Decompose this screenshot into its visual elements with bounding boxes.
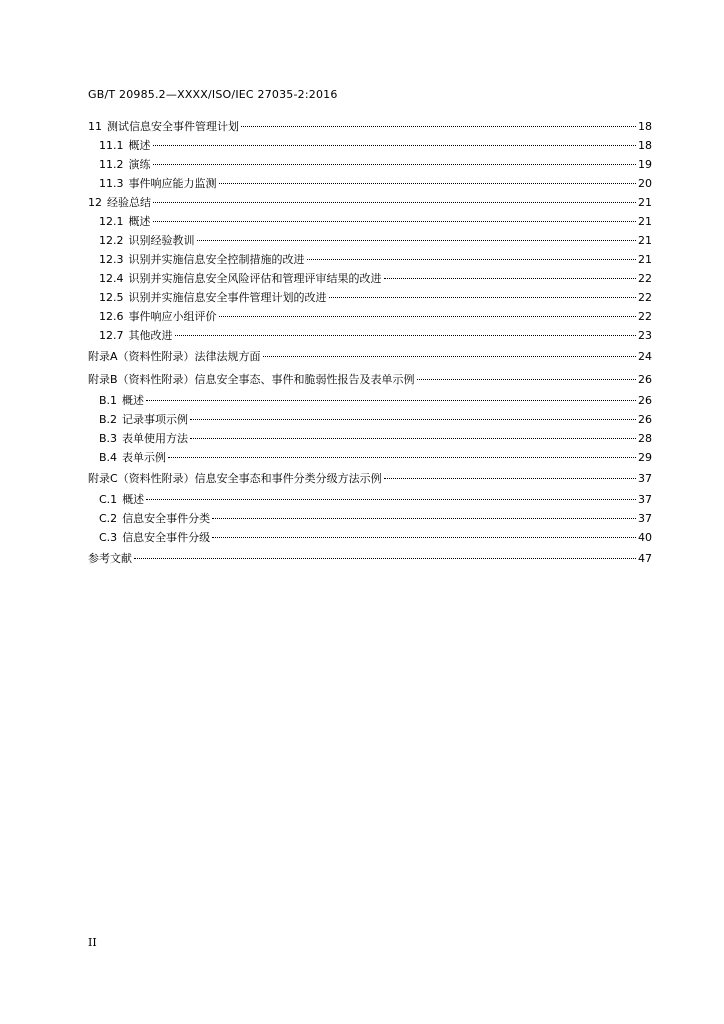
toc-dot-leader [384, 478, 636, 479]
toc-dot-leader [190, 419, 636, 420]
toc-entry-number: B.1 [99, 394, 118, 407]
toc-entry-number: 11.2 [99, 158, 124, 171]
toc-entry-title: 表单示例 [122, 451, 167, 464]
toc-entry[interactable] [88, 231, 652, 250]
toc-entry-number: 11.1 [99, 139, 124, 152]
toc-entry-page: 40 [638, 531, 652, 544]
toc-entry-page: 20 [638, 177, 652, 190]
toc-entry[interactable] [88, 345, 652, 368]
toc-entry[interactable] [88, 269, 652, 288]
toc-entry-title: 概述 [122, 394, 145, 407]
toc-entry-title: 附录B（资料性附录）信息安全事态、事件和脆弱性报告及表单示例 [88, 373, 415, 386]
toc-dot-leader [307, 259, 637, 260]
document-header: GB/T 20985.2—XXXX/ISO/IEC 27035-2:2016 [88, 88, 338, 101]
toc-entry[interactable] [88, 448, 652, 467]
toc-entry[interactable] [88, 193, 652, 212]
toc-entry-title: 经验总结 [107, 196, 151, 209]
toc-entry-label [99, 326, 173, 345]
toc-dot-leader [146, 400, 636, 401]
toc-entry-page: 23 [638, 329, 652, 342]
toc-entry-title: 识别并实施信息安全事件管理计划的改进 [128, 291, 327, 304]
table-of-contents [88, 117, 652, 570]
toc-entry-page: 26 [638, 413, 652, 426]
toc-entry[interactable] [88, 117, 652, 136]
toc-entry-label [99, 410, 188, 429]
toc-entry[interactable] [88, 410, 652, 429]
toc-dot-leader [197, 240, 637, 241]
toc-entry-number: 12.2 [99, 234, 124, 247]
toc-entry-title: 附录C（资料性附录）信息安全事态和事件分类分级方法示例 [88, 472, 382, 485]
toc-entry-title: 事件响应能力监测 [128, 177, 217, 190]
toc-dot-leader [212, 518, 636, 519]
toc-entry-title: 识别并实施信息安全控制措施的改进 [128, 253, 305, 266]
toc-dot-leader [134, 558, 636, 559]
toc-entry-page: 22 [638, 291, 652, 304]
page-number: II [88, 936, 97, 949]
toc-entry-label [99, 269, 382, 288]
toc-entry-page: 18 [638, 120, 652, 133]
toc-entry-page: 24 [638, 350, 652, 363]
toc-entry-label [99, 231, 195, 250]
toc-entry[interactable] [88, 391, 652, 410]
toc-entry-title: 概述 [128, 215, 151, 228]
toc-entry-page: 22 [638, 272, 652, 285]
toc-entry-label [99, 448, 166, 467]
toc-entry-label [99, 155, 151, 174]
toc-entry-title: 概述 [122, 493, 145, 506]
toc-entry-title: 演练 [128, 158, 151, 171]
toc-entry-label [99, 288, 327, 307]
toc-entry-page: 37 [638, 493, 652, 506]
toc-entry-page: 26 [638, 394, 652, 407]
toc-entry-page: 21 [638, 234, 652, 247]
toc-entry-title: 其他改进 [128, 329, 173, 342]
toc-entry[interactable] [88, 467, 652, 490]
toc-entry[interactable] [88, 326, 652, 345]
toc-entry-label [99, 174, 217, 193]
toc-entry-page: 21 [638, 215, 652, 228]
toc-entry-page: 18 [638, 139, 652, 152]
toc-entry[interactable] [88, 307, 652, 326]
toc-entry-page: 19 [638, 158, 652, 171]
toc-dot-leader [263, 356, 636, 357]
toc-dot-leader [146, 499, 636, 500]
toc-entry[interactable] [88, 429, 652, 448]
toc-dot-leader [168, 457, 636, 458]
toc-entry-label [88, 117, 239, 136]
toc-entry-number: 12.6 [99, 310, 124, 323]
toc-dot-leader [190, 438, 636, 439]
toc-entry[interactable] [88, 155, 652, 174]
toc-entry-title: 记录事项示例 [122, 413, 189, 426]
toc-entry-title: 信息安全事件分级 [122, 531, 211, 544]
toc-dot-leader [175, 335, 637, 336]
toc-entry-title: 参考文献 [88, 552, 132, 565]
toc-entry-page: 37 [638, 472, 652, 485]
toc-entry-title: 附录A（资料性附录）法律法规方面 [88, 350, 261, 363]
toc-entry-title: 信息安全事件分类 [122, 512, 211, 525]
toc-entry-number: 11.3 [99, 177, 124, 190]
toc-entry-title: 识别经验教训 [128, 234, 195, 247]
toc-dot-leader [153, 164, 637, 165]
toc-entry-page: 47 [638, 552, 652, 565]
toc-entry[interactable] [88, 528, 652, 547]
toc-entry-number: B.3 [99, 432, 118, 445]
toc-entry-number: B.2 [99, 413, 118, 426]
toc-entry-title: 表单使用方法 [122, 432, 189, 445]
toc-entry-label [99, 528, 210, 547]
toc-dot-leader [212, 537, 636, 538]
toc-entry-label [99, 429, 188, 448]
toc-entry-number: 12.3 [99, 253, 124, 266]
toc-entry[interactable] [88, 288, 652, 307]
toc-entry-page: 28 [638, 432, 652, 445]
toc-entry[interactable] [88, 136, 652, 155]
toc-entry-title: 事件响应小组评价 [128, 310, 217, 323]
toc-entry-label [99, 212, 151, 231]
toc-entry-page: 21 [638, 253, 652, 266]
toc-entry-label [99, 490, 144, 509]
toc-entry[interactable] [88, 547, 652, 570]
toc-entry-page: 22 [638, 310, 652, 323]
toc-entry[interactable] [88, 212, 652, 231]
toc-entry-label [88, 368, 415, 391]
toc-entry-label [99, 250, 305, 269]
toc-entry-label [88, 193, 151, 212]
toc-entry-number: 12.5 [99, 291, 124, 304]
toc-dot-leader [153, 202, 636, 203]
toc-dot-leader [219, 183, 637, 184]
toc-entry-number: 12.7 [99, 329, 124, 342]
toc-entry-label [99, 509, 210, 528]
toc-entry-page: 37 [638, 512, 652, 525]
toc-entry-title: 识别并实施信息安全风险评估和管理评审结果的改进 [128, 272, 382, 285]
toc-dot-leader [329, 297, 637, 298]
toc-entry-number: 12 [88, 196, 102, 209]
toc-entry-number: C.2 [99, 512, 118, 525]
toc-dot-leader [219, 316, 637, 317]
toc-entry-number: 11 [88, 120, 102, 133]
toc-entry[interactable] [88, 509, 652, 528]
toc-entry-title: 概述 [128, 139, 151, 152]
toc-entry-label [99, 307, 217, 326]
toc-entry[interactable] [88, 250, 652, 269]
toc-entry-number: C.3 [99, 531, 118, 544]
toc-entry[interactable] [88, 174, 652, 193]
toc-entry-label [88, 345, 261, 368]
toc-entry-number: C.1 [99, 493, 118, 506]
toc-entry-page: 21 [638, 196, 652, 209]
toc-entry-number: 12.4 [99, 272, 124, 285]
toc-entry-title: 测试信息安全事件管理计划 [107, 120, 239, 133]
toc-entry-label [88, 467, 382, 490]
toc-dot-leader [153, 145, 637, 146]
toc-entry[interactable] [88, 368, 652, 391]
toc-dot-leader [153, 221, 637, 222]
toc-entry[interactable] [88, 490, 652, 509]
toc-entry-label [99, 391, 144, 410]
toc-dot-leader [241, 126, 636, 127]
toc-entry-page: 26 [638, 373, 652, 386]
toc-entry-number: 12.1 [99, 215, 124, 228]
toc-entry-number: B.4 [99, 451, 118, 464]
toc-dot-leader [417, 379, 636, 380]
toc-entry-page: 29 [638, 451, 652, 464]
toc-entry-label [99, 136, 151, 155]
toc-dot-leader [384, 278, 637, 279]
toc-entry-label [88, 547, 132, 570]
